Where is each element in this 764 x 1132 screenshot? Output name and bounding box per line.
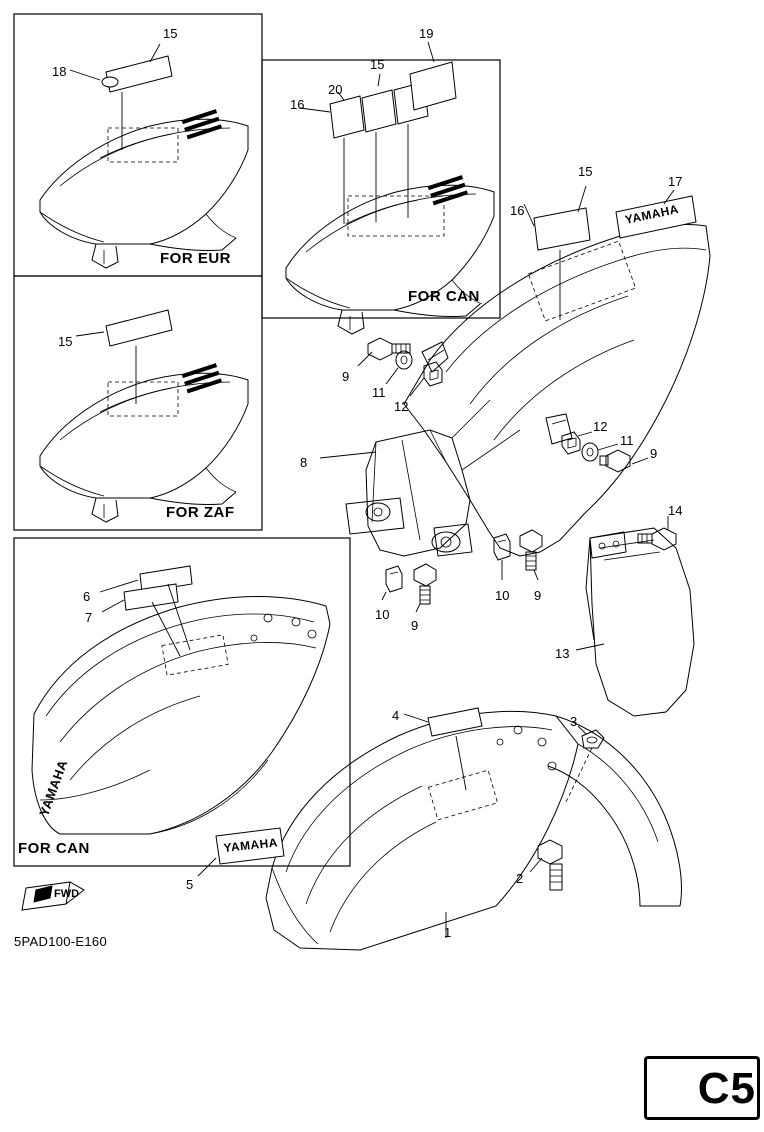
callout-15: 15 bbox=[578, 164, 593, 179]
eur-seat-assembly bbox=[40, 44, 248, 268]
callout-17: 17 bbox=[668, 174, 683, 189]
callout-3: 3 bbox=[570, 714, 578, 729]
callout-18: 18 bbox=[52, 64, 67, 79]
callout-13: 13 bbox=[555, 646, 570, 661]
decal-15-eur bbox=[106, 56, 172, 92]
panel-zaf-border bbox=[14, 276, 262, 530]
callout-9: 9 bbox=[650, 446, 658, 461]
callout-12: 12 bbox=[394, 399, 409, 414]
svg-text:YAMAHA: YAMAHA bbox=[623, 201, 680, 227]
callout-16: 16 bbox=[290, 97, 305, 112]
callout-1: 1 bbox=[444, 925, 452, 940]
callout-2: 2 bbox=[516, 871, 524, 886]
callout-6: 6 bbox=[83, 589, 91, 604]
callout-14: 14 bbox=[668, 503, 683, 518]
svg-text:YAMAHA: YAMAHA bbox=[36, 757, 71, 819]
svg-text:YAMAHA: YAMAHA bbox=[222, 835, 279, 855]
bolt-2-front bbox=[530, 840, 562, 890]
bolt-9-right bbox=[600, 450, 648, 472]
grommet-18 bbox=[102, 77, 118, 87]
bracket-14 bbox=[590, 516, 676, 558]
callout-20: 20 bbox=[328, 82, 343, 97]
callout-11: 11 bbox=[620, 433, 634, 448]
callout-15: 15 bbox=[370, 57, 385, 72]
decal-19-can bbox=[410, 62, 456, 110]
panel-caption-zaf: FOR ZAF bbox=[166, 504, 235, 521]
panel-caption-can-front: FOR CAN bbox=[18, 840, 90, 857]
callout-8: 8 bbox=[300, 455, 308, 470]
mud-flap-13 bbox=[576, 528, 694, 716]
callout-12: 12 bbox=[593, 419, 608, 434]
drawing-part-number: 5PAD100-E160 bbox=[14, 934, 107, 949]
brand-mark-5 bbox=[216, 828, 284, 864]
panel-eur-border bbox=[14, 14, 262, 276]
fender-brand-mark bbox=[36, 758, 70, 819]
decal-15-zaf bbox=[106, 310, 172, 346]
bolt-9-bottom-left bbox=[414, 564, 436, 612]
decal-16-can bbox=[330, 96, 364, 138]
front-fender-main bbox=[266, 711, 681, 950]
panel-caption-eur: FOR EUR bbox=[160, 250, 231, 267]
decal-20-can bbox=[362, 90, 396, 132]
callout-15: 15 bbox=[58, 334, 73, 349]
washer-11-upper bbox=[386, 351, 412, 384]
callout-9: 9 bbox=[411, 618, 419, 633]
decal-4-front-fender bbox=[428, 708, 482, 736]
panel-caption-can-rear: FOR CAN bbox=[408, 288, 480, 305]
callout-15: 15 bbox=[163, 26, 178, 41]
callout-11: 11 bbox=[372, 385, 386, 400]
callout-19: 19 bbox=[419, 26, 434, 41]
nut-3-front bbox=[566, 726, 604, 802]
collar-10-right bbox=[494, 534, 510, 580]
callout-5: 5 bbox=[186, 877, 194, 892]
callout-9: 9 bbox=[342, 369, 350, 384]
callout-4: 4 bbox=[392, 708, 400, 723]
callout-16: 16 bbox=[510, 203, 525, 218]
callout-10: 10 bbox=[375, 607, 390, 622]
can-front-fender-assembly bbox=[32, 566, 330, 834]
callout-7: 7 bbox=[85, 610, 93, 625]
decal-16-rear-fender bbox=[534, 208, 590, 250]
section-code-label: C5 bbox=[697, 1064, 756, 1113]
brand-mark-17 bbox=[616, 196, 696, 238]
callout-9: 9 bbox=[534, 588, 542, 603]
callout-10: 10 bbox=[495, 588, 510, 603]
bolt-9-upper-left bbox=[358, 338, 410, 366]
collar-10-left bbox=[382, 566, 402, 600]
fwd-label: FWD bbox=[54, 888, 80, 900]
decal-7-fender bbox=[124, 584, 178, 610]
